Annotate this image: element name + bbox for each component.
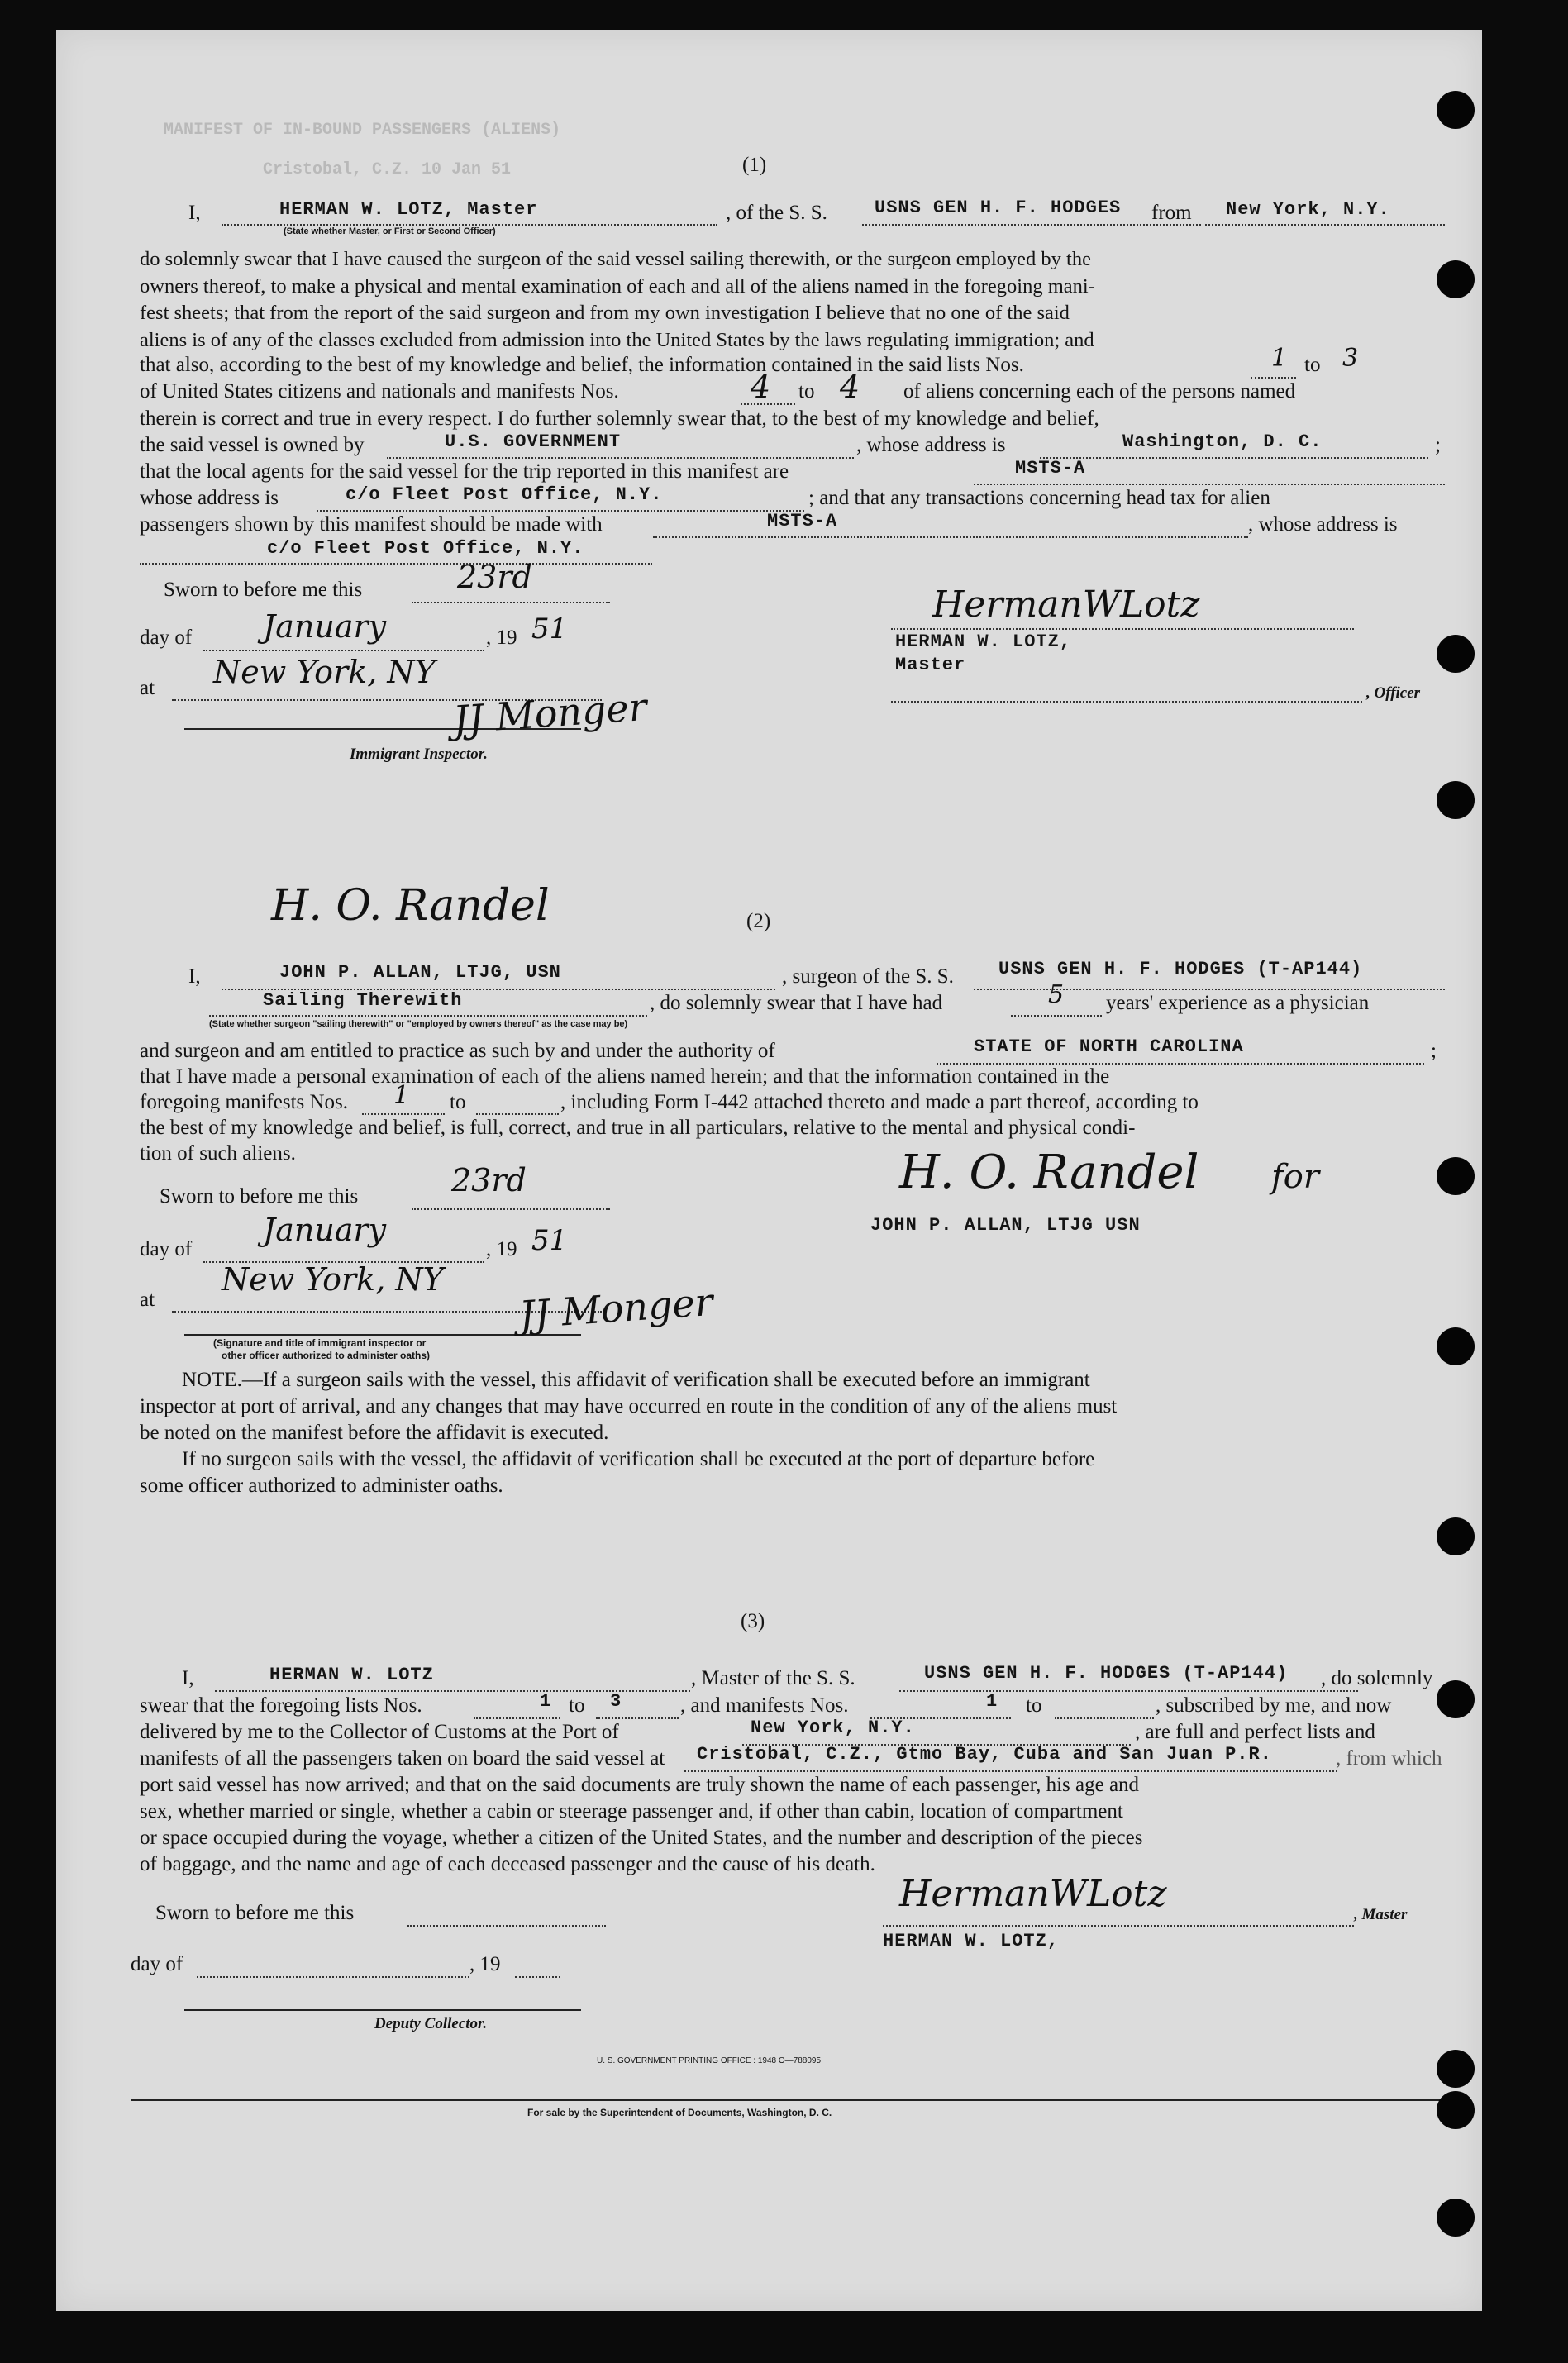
semicolon: ; bbox=[1435, 434, 1441, 456]
embarked-typed: Cristobal, C.Z., Gtmo Bay, Cuba and San Juan P.R. bbox=[697, 1744, 1272, 1765]
sworn-label: Sworn to before me this bbox=[164, 579, 363, 601]
master-caption: (State whether Master, or First or Second Officer) bbox=[284, 226, 496, 236]
manifests-from-value: 1 bbox=[393, 1081, 410, 1110]
paragraph-line: fest sheets; that from the report of the said surgeon and from my own investigation I believe that no one of the said bbox=[140, 302, 1070, 324]
agents-line bbox=[974, 484, 1445, 485]
punch-hole bbox=[1437, 1157, 1475, 1195]
lists-label: swear that the foregoing lists Nos. bbox=[140, 1694, 422, 1717]
from-which-label: , from which bbox=[1336, 1747, 1442, 1770]
master-typed-name: HERMAN W. LOTZ, bbox=[883, 1931, 1060, 1951]
note-line: be noted on the manifest before the affidavit is executed. bbox=[140, 1422, 609, 1444]
sailing-caption: (State whether surgeon "sailing therewith" or "employed by owners thereof" as the case may be) bbox=[209, 1019, 628, 1029]
vessel-name-typed: USNS GEN H. F. HODGES bbox=[875, 198, 1122, 218]
inspector-signature: JJ Monger bbox=[451, 684, 649, 743]
surgeon-signature-note: for bbox=[1271, 1158, 1320, 1196]
lists-from-line bbox=[474, 1717, 560, 1719]
headtax-statement: ; and that any transactions concerning head tax for alien bbox=[808, 487, 1270, 509]
punch-hole bbox=[1437, 1517, 1475, 1555]
lists-statement: , are full and perfect lists and bbox=[1135, 1721, 1375, 1743]
aliens-statement: of aliens concerning each of the persons named bbox=[903, 380, 1296, 403]
punch-hole bbox=[1437, 635, 1475, 673]
experience-statement: , do solemnly swear that I have had bbox=[650, 992, 943, 1014]
agents-address-typed: c/o Fleet Post Office, N.Y. bbox=[346, 484, 663, 505]
place-handwritten: New York, NY bbox=[213, 654, 436, 690]
paragraph-line: of baggage, and the name and age of each deceased passenger and the cause of his death. bbox=[140, 1853, 875, 1875]
headtax-address-label: , whose address is bbox=[1248, 513, 1398, 536]
note-line: some officer authorized to administer oaths. bbox=[140, 1474, 503, 1497]
day-of-label: day of bbox=[140, 626, 193, 649]
inspector-caption: Immigrant Inspector. bbox=[350, 746, 488, 763]
surgeon-signature: H. O. Randel bbox=[899, 1146, 1199, 1199]
manifests-to-line bbox=[476, 1113, 559, 1115]
master-name-typed: HERMAN W. LOTZ bbox=[269, 1665, 434, 1685]
note-line: If no surgeon sails with the vessel, the affidavit of verification shall be executed at the port of departure before bbox=[182, 1448, 1095, 1470]
sailing-typed: Sailing Therewith bbox=[263, 990, 463, 1011]
sale-notice: For sale by the Superintendent of Documents, Washington, D. C. bbox=[527, 2107, 832, 2118]
section-1-i: I, bbox=[188, 202, 201, 224]
port-typed: New York, N.Y. bbox=[751, 1717, 915, 1738]
headtax-address-typed: c/o Fleet Post Office, N.Y. bbox=[267, 538, 584, 559]
master-of-label: , Master of the S. S. bbox=[691, 1667, 855, 1689]
punch-hole bbox=[1437, 1680, 1475, 1718]
section-2-i: I, bbox=[188, 965, 201, 988]
manifests-statement: of United States citizens and nationals and manifests Nos. bbox=[140, 380, 619, 403]
gpo-imprint: U. S. GOVERNMENT PRINTING OFFICE : 1948 O—788095 bbox=[597, 2056, 822, 2065]
vessel-typed: USNS GEN H. F. HODGES (T-AP144) bbox=[924, 1663, 1289, 1684]
paragraph-line: sex, whether married or single, whether a cabin or steerage passenger and, if other than cabin, location of compartment bbox=[140, 1800, 1123, 1822]
punch-hole bbox=[1437, 1327, 1475, 1365]
headtax-label: passengers shown by this manifest should be made with bbox=[140, 513, 603, 536]
section-1-number: (1) bbox=[742, 154, 767, 176]
sworn-day-handwritten: 23rd bbox=[451, 1162, 527, 1198]
authority-line bbox=[937, 1063, 1424, 1065]
to-label: to bbox=[569, 1694, 585, 1717]
manifests-to-value: 4 bbox=[840, 369, 860, 405]
manifests-label: foregoing manifests Nos. bbox=[140, 1091, 349, 1113]
year-label: , 19 bbox=[486, 1238, 517, 1260]
lists-from-value: 1 bbox=[1271, 344, 1288, 373]
officer-line bbox=[891, 701, 1362, 703]
year-handwritten: 51 bbox=[531, 1224, 568, 1257]
surgeon-typed-name: JOHN P. ALLAN, LTJG USN bbox=[870, 1215, 1141, 1236]
surgeon-name-typed: JOHN P. ALLAN, LTJG, USN bbox=[279, 962, 561, 983]
bleed-through-text: Cristobal, C.Z. 10 Jan 51 bbox=[263, 160, 512, 179]
sailing-line bbox=[209, 1015, 647, 1017]
month-handwritten: January bbox=[263, 1212, 387, 1248]
section-2-number: (2) bbox=[746, 910, 771, 932]
punch-hole bbox=[1437, 2050, 1475, 2088]
master-signature-line bbox=[883, 1925, 1354, 1927]
to-label: to bbox=[450, 1091, 466, 1113]
agents-typed: MSTS-A bbox=[1015, 458, 1086, 479]
to-label: to bbox=[798, 380, 815, 403]
day-of-label: day of bbox=[131, 1953, 183, 1975]
day-of-label: day of bbox=[140, 1238, 193, 1260]
paragraph-line: that I have made a personal examination of each of the aliens named herein; and that the information contained in the bbox=[140, 1065, 1110, 1088]
inspector-caption-2: other officer authorized to administer oaths) bbox=[222, 1350, 431, 1361]
of-ss-label: , of the S. S. bbox=[726, 202, 827, 224]
paragraph-line: owners thereof, to make a physical and mental examination of each and all of the aliens named in the foregoing mani- bbox=[140, 274, 1095, 298]
place-handwritten: New York, NY bbox=[222, 1261, 444, 1298]
to-label: to bbox=[1026, 1694, 1042, 1717]
inspector-caption-1: (Signature and title of immigrant inspector or bbox=[213, 1337, 427, 1349]
footer-rule bbox=[131, 2099, 1441, 2101]
embarked-label: manifests of all the passengers taken on board the said vessel at bbox=[140, 1747, 665, 1770]
owner-address-line bbox=[1040, 457, 1428, 459]
subscribed-label: , subscribed by me, and now bbox=[1156, 1694, 1392, 1717]
bleed-through-text: MANIFEST OF IN-BOUND PASSENGERS (ALIENS) bbox=[164, 121, 561, 140]
paragraph-line: or space occupied during the voyage, whether a citizen of the United States, and the number and description of the pieces bbox=[140, 1827, 1143, 1849]
paragraph-line: do solemnly swear that I have caused the surgeon of the said vessel sailing therewith, or the surgeon employed by the bbox=[140, 248, 1091, 270]
manifests-from-value: 4 bbox=[751, 369, 771, 405]
section-1-paragraph bbox=[140, 246, 1095, 354]
punch-hole bbox=[1437, 2199, 1475, 2237]
month-line bbox=[197, 1976, 469, 1978]
sworn-day-line bbox=[407, 1925, 606, 1927]
lists-to-typed: 3 bbox=[610, 1691, 622, 1712]
punch-hole bbox=[1437, 260, 1475, 298]
section-3-i: I, bbox=[182, 1667, 194, 1689]
year-label: , 19 bbox=[486, 626, 517, 649]
manifests-label: , and manifests Nos. bbox=[680, 1694, 849, 1717]
punch-hole bbox=[1437, 91, 1475, 129]
master-name-line bbox=[222, 224, 717, 226]
to-label: to bbox=[1304, 354, 1321, 376]
master-name-typed: HERMAN W. LOTZ, Master bbox=[279, 199, 538, 220]
lists-to-value: 3 bbox=[1342, 344, 1359, 373]
year-line bbox=[515, 1976, 560, 1978]
at-label: at bbox=[140, 1289, 155, 1311]
manifests-from-line bbox=[362, 1113, 445, 1115]
agents-label: that the local agents for the said vessel for the trip reported in this manifest are bbox=[140, 460, 789, 483]
surgeon-vessel-typed: USNS GEN H. F. HODGES (T-AP144) bbox=[998, 959, 1363, 979]
master-caption: , Master bbox=[1354, 1906, 1408, 1923]
agents-address-label: whose address is bbox=[140, 487, 279, 509]
headtax-address-line bbox=[140, 563, 652, 565]
surgeon-signature-top: H. O. Randel bbox=[271, 881, 550, 931]
paragraph-line: therein is correct and true in every respect. I do further solemnly swear that, to the best of my knowledge and belief, bbox=[140, 407, 1099, 430]
officer-signature-line bbox=[891, 628, 1354, 630]
from-label: from bbox=[1151, 202, 1192, 224]
month-line bbox=[203, 650, 484, 651]
owner-label: the said vessel is owned by bbox=[140, 434, 365, 456]
vessel-line bbox=[899, 1690, 1358, 1692]
manifests-from-typed: 1 bbox=[986, 1691, 998, 1712]
semicolon: ; bbox=[1431, 1040, 1437, 1062]
vessel-line bbox=[862, 224, 1201, 226]
embarked-line bbox=[684, 1770, 1337, 1772]
officer-signature: HermanWLotz bbox=[932, 584, 1200, 626]
owner-line bbox=[387, 457, 854, 459]
officer-caption: , Officer bbox=[1366, 684, 1421, 702]
deputy-collector-caption: Deputy Collector. bbox=[374, 2015, 488, 2032]
officer-typed-title: Master bbox=[895, 655, 966, 675]
sworn-label: Sworn to before me this bbox=[160, 1185, 359, 1208]
note-line: inspector at port of arrival, and any changes that may have occurred en route in the condition of any of the aliens must bbox=[140, 1395, 1118, 1417]
headtax-agent-line bbox=[653, 536, 1248, 538]
surgeon-of-label: , surgeon of the S. S. bbox=[782, 965, 954, 988]
lists-from-line bbox=[1251, 377, 1296, 379]
port-from-line bbox=[1205, 224, 1445, 226]
paragraph-line: tion of such aliens. bbox=[140, 1142, 296, 1165]
years-handwritten: 5 bbox=[1048, 980, 1065, 1009]
year-label: , 19 bbox=[469, 1953, 501, 1975]
lists-from-typed: 1 bbox=[540, 1691, 552, 1712]
sworn-label: Sworn to before me this bbox=[155, 1902, 355, 1924]
port-from-typed: New York, N.Y. bbox=[1226, 199, 1390, 220]
paragraph-line: the best of my knowledge and belief, is full, correct, and true in all particulars, relative to the mental and physical condi- bbox=[140, 1117, 1136, 1139]
headtax-agent-typed: MSTS-A bbox=[767, 511, 838, 531]
at-label: at bbox=[140, 677, 155, 699]
owner-address-typed: Washington, D. C. bbox=[1122, 431, 1323, 452]
deputy-collector-line bbox=[184, 2009, 581, 2011]
paragraph-line: port said vessel has now arrived; and that on the said documents are truly shown the name of each passenger, his age and bbox=[140, 1774, 1140, 1796]
years-line bbox=[1011, 1015, 1102, 1017]
lists-to-line bbox=[596, 1717, 679, 1719]
officer-typed-name: HERMAN W. LOTZ, bbox=[895, 631, 1072, 652]
punch-hole bbox=[1437, 2091, 1475, 2129]
punch-hole bbox=[1437, 781, 1475, 819]
inspector-signature: JJ Monger bbox=[517, 1279, 715, 1338]
section-3-number: (3) bbox=[741, 1610, 765, 1632]
sworn-day-line bbox=[412, 602, 610, 603]
month-handwritten: January bbox=[263, 608, 387, 645]
form-statement: , including Form I-442 attached thereto and made a part thereof, according to bbox=[560, 1091, 1199, 1113]
note-line: NOTE.—If a surgeon sails with the vessel, this affidavit of verification shall be executed before an immigrant bbox=[182, 1369, 1090, 1391]
manifests-to-line bbox=[1055, 1717, 1154, 1719]
do-solemnly-label: , do solemnly bbox=[1321, 1667, 1433, 1689]
surgeon-vessel-line bbox=[974, 989, 1445, 990]
sworn-day-handwritten: 23rd bbox=[457, 559, 532, 595]
manifest-affidavit-sheet bbox=[56, 30, 1482, 2311]
master-signature: HermanWLotz bbox=[899, 1873, 1167, 1915]
authority-typed: STATE OF NORTH CAROLINA bbox=[974, 1036, 1244, 1057]
port-label: delivered by me to the Collector of Customs at the Port of bbox=[140, 1721, 619, 1743]
sworn-day-line bbox=[412, 1208, 610, 1210]
paragraph-line: aliens is of any of the classes excluded from admission into the United States by the laws regulating immigration; and bbox=[140, 328, 1094, 351]
authority-label: and surgeon and am entitled to practice as such by and under the authority of bbox=[140, 1040, 775, 1062]
agents-address-line bbox=[317, 510, 804, 512]
year-handwritten: 51 bbox=[531, 612, 568, 646]
experience-statement-b: years' experience as a physician bbox=[1106, 992, 1370, 1014]
owner-typed: U.S. GOVERNMENT bbox=[445, 431, 622, 452]
lists-statement: that also, according to the best of my knowledge and belief, the information contained in the said lists Nos. bbox=[140, 354, 1024, 376]
owner-address-label: , whose address is bbox=[856, 434, 1006, 456]
